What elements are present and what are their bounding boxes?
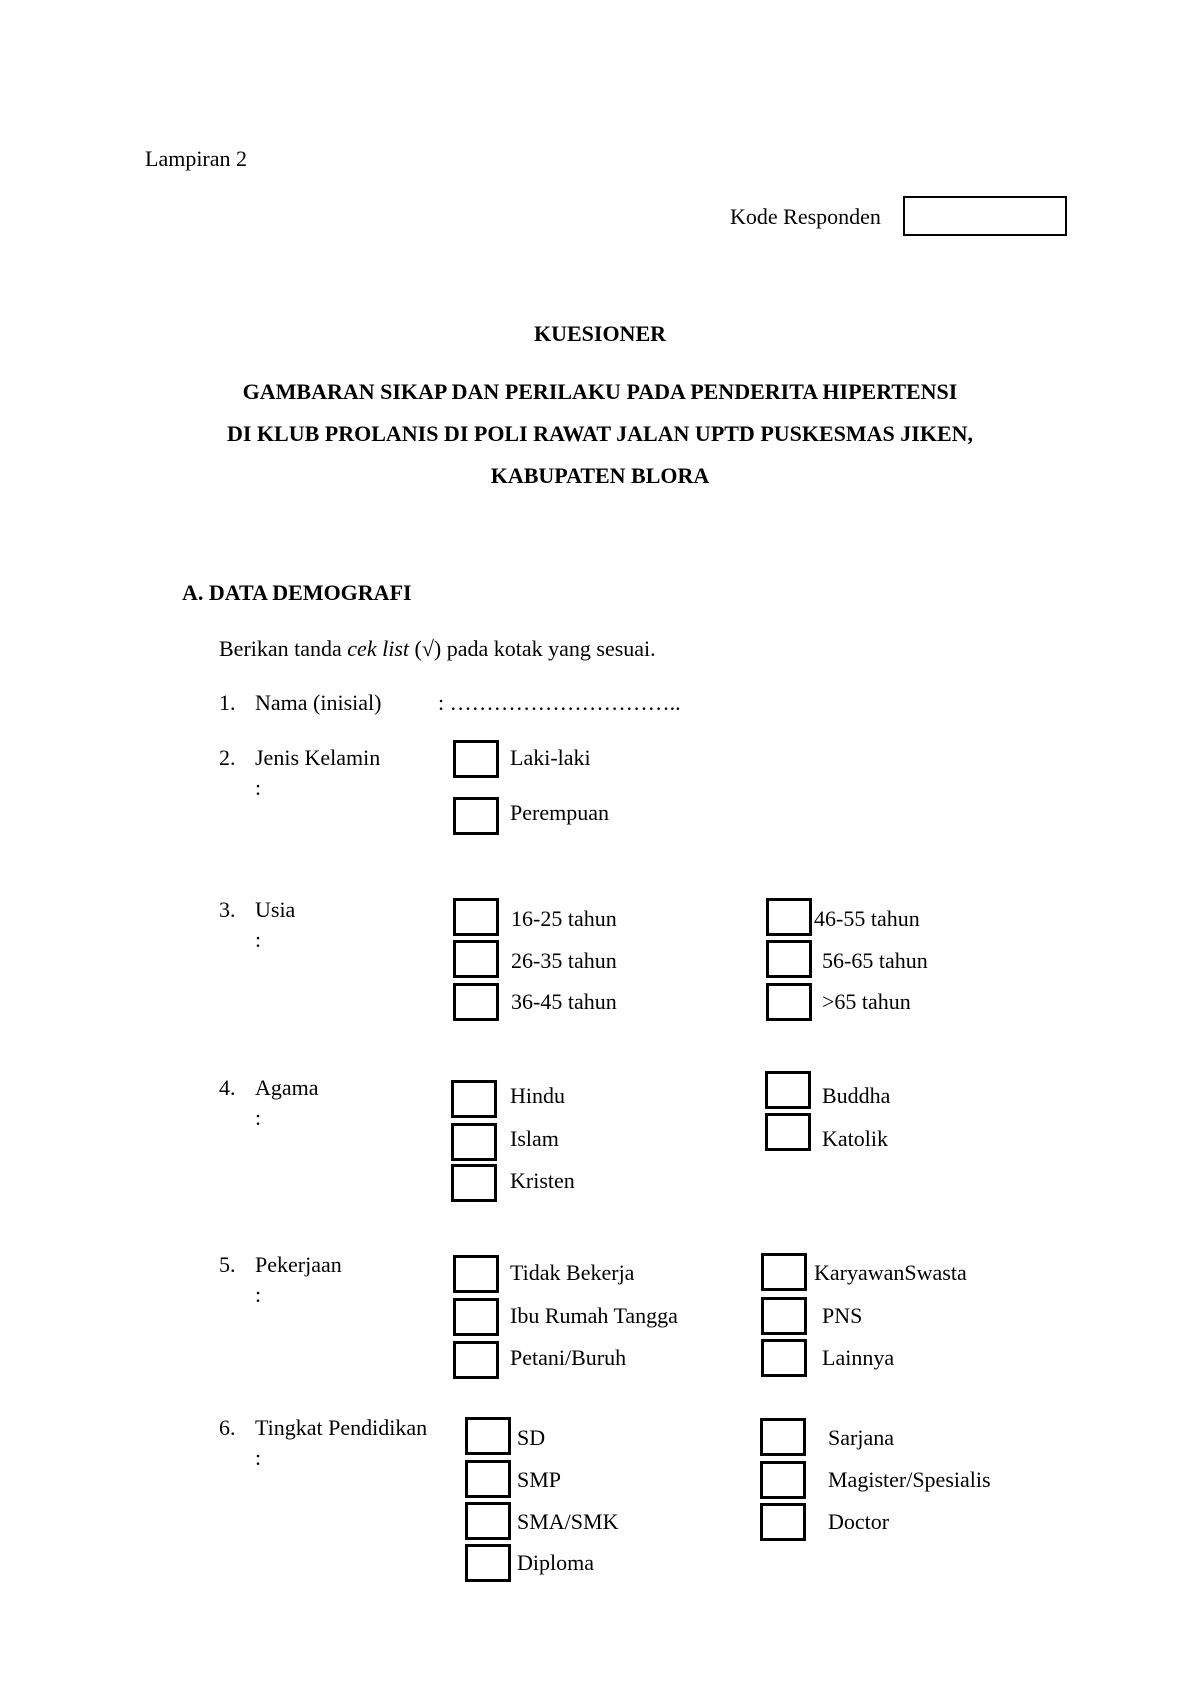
checkbox-sma-smk[interactable] xyxy=(465,1502,511,1540)
checkbox-perempuan[interactable] xyxy=(453,797,499,835)
option-label: Perempuan xyxy=(510,800,609,825)
option-label: PNS xyxy=(822,1303,863,1328)
checkbox-36-45[interactable] xyxy=(453,983,499,1021)
q1-label: Nama (inisial) xyxy=(255,690,382,715)
option-label: Doctor xyxy=(828,1509,890,1534)
option-label: 26-35 tahun xyxy=(511,948,617,973)
checkbox-ibu-rumah-tangga[interactable] xyxy=(453,1298,499,1336)
option-label: 46-55 tahun xyxy=(814,906,920,931)
q3-label: Usia xyxy=(255,897,296,922)
option-label: KaryawanSwasta xyxy=(814,1260,967,1285)
q2-colon: : xyxy=(255,775,262,800)
checkbox-islam[interactable] xyxy=(451,1123,497,1161)
checkbox-sd[interactable] xyxy=(465,1417,511,1455)
checkbox-doctor[interactable] xyxy=(760,1503,806,1541)
checkbox-diploma[interactable] xyxy=(465,1544,511,1582)
option-label: Ibu Rumah Tangga xyxy=(510,1303,678,1328)
option-label: 36-45 tahun xyxy=(511,989,617,1014)
q3-number: 3. xyxy=(219,897,236,922)
checkbox-tidak-bekerja[interactable] xyxy=(453,1255,499,1293)
checkbox-magister-spesialis[interactable] xyxy=(760,1461,806,1499)
q4-colon: : xyxy=(255,1105,262,1130)
title-line-1: GAMBARAN SIKAP DAN PERILAKU PADA PENDERITA HIPERTENSI xyxy=(242,379,958,404)
q2-label: Jenis Kelamin xyxy=(255,745,381,770)
checkbox-petani-buruh[interactable] xyxy=(453,1341,499,1379)
checkbox-laki-laki[interactable] xyxy=(453,740,499,778)
q6-label: Tingkat Pendidikan xyxy=(255,1415,428,1440)
option-label: Lainnya xyxy=(822,1345,895,1370)
q5-number: 5. xyxy=(219,1252,236,1277)
q1-number: 1. xyxy=(219,690,236,715)
option-label: Katolik xyxy=(822,1126,888,1151)
option-label: SMP xyxy=(517,1467,562,1492)
q6-colon: : xyxy=(255,1445,262,1470)
instruction-text xyxy=(219,638,656,660)
checkbox-16-25[interactable] xyxy=(453,898,499,936)
title-line-3: KABUPATEN BLORA xyxy=(490,463,710,488)
option-label: Diploma xyxy=(517,1550,594,1575)
q5-colon: : xyxy=(255,1282,262,1307)
q1-answer-line[interactable]: : ………………………….. xyxy=(438,690,681,715)
section-heading: A. DATA DEMOGRAFI xyxy=(182,580,412,605)
instruction-italic: cek list xyxy=(347,636,409,661)
q6-number: 6. xyxy=(219,1415,236,1440)
checkbox-pns[interactable] xyxy=(761,1297,807,1335)
q2-number: 2. xyxy=(219,745,236,770)
title-line-2: DI KLUB PROLANIS DI POLI RAWAT JALAN UPTD PUSKESMAS JIKEN, xyxy=(226,421,974,446)
q4-label: Agama xyxy=(255,1075,319,1100)
option-label: Kristen xyxy=(510,1168,575,1193)
option-label: Magister/Spesialis xyxy=(828,1467,991,1492)
checkbox-lainnya[interactable] xyxy=(761,1339,807,1377)
checkbox-46-55[interactable] xyxy=(766,898,812,936)
option-label: Buddha xyxy=(822,1083,891,1108)
q3-colon: : xyxy=(255,927,262,952)
option-label: >65 tahun xyxy=(822,989,911,1014)
checkbox-sarjana[interactable] xyxy=(760,1418,806,1456)
checkbox-over-65[interactable] xyxy=(766,983,812,1021)
option-label: Sarjana xyxy=(828,1425,894,1450)
option-label: SD xyxy=(517,1425,546,1450)
kode-responden-field[interactable] xyxy=(903,196,1067,236)
option-label: Laki-laki xyxy=(510,745,591,770)
checkbox-buddha[interactable] xyxy=(765,1071,811,1109)
checkbox-kristen[interactable] xyxy=(451,1164,497,1202)
option-label: 16-25 tahun xyxy=(511,906,617,931)
checkbox-26-35[interactable] xyxy=(453,940,499,978)
checkbox-56-65[interactable] xyxy=(766,940,812,978)
document-title: KUESIONER xyxy=(533,321,667,346)
instruction-pre: Berikan tanda xyxy=(219,636,348,661)
option-label: Petani/Buruh xyxy=(510,1345,627,1370)
lampiran-label: Lampiran 2 xyxy=(145,146,248,171)
checkbox-hindu[interactable] xyxy=(451,1080,497,1118)
instruction-post: (√) pada kotak yang sesuai. xyxy=(409,636,656,661)
q5-label: Pekerjaan xyxy=(255,1252,342,1277)
option-label: Islam xyxy=(510,1126,559,1151)
option-label: Tidak Bekerja xyxy=(510,1260,635,1285)
checkbox-smp[interactable] xyxy=(465,1460,511,1498)
checkbox-katolik[interactable] xyxy=(765,1113,811,1151)
option-label: Hindu xyxy=(510,1083,565,1108)
option-label: SMA/SMK xyxy=(517,1509,619,1534)
checkbox-karyawan-swasta[interactable] xyxy=(761,1253,807,1291)
kode-responden-label: Kode Responden xyxy=(730,204,881,229)
q4-number: 4. xyxy=(219,1075,236,1100)
option-label: 56-65 tahun xyxy=(822,948,928,973)
